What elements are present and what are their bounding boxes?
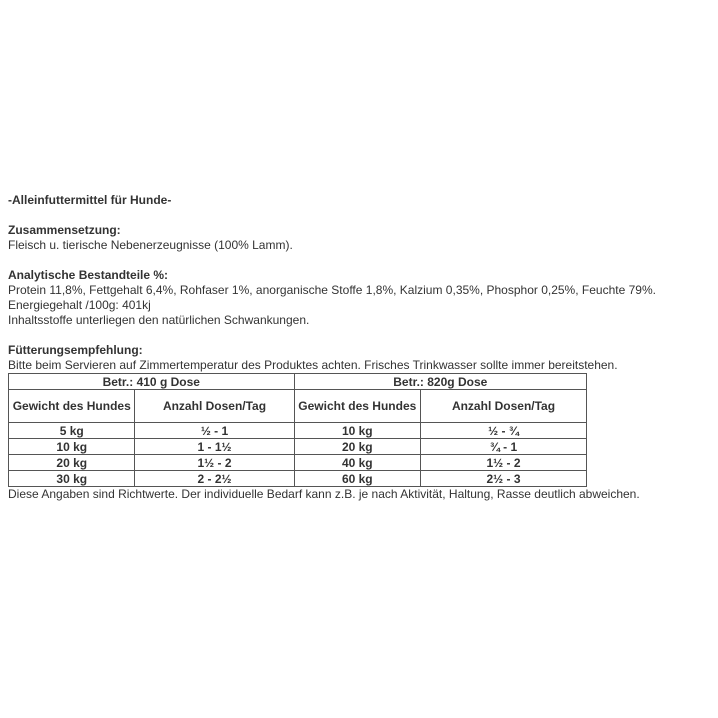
col-header-weight-left: Gewicht des Hundes — [9, 390, 135, 423]
table-row — [9, 423, 587, 439]
amount-cell: 1 - 1½ — [135, 439, 294, 455]
table-group-row — [9, 374, 587, 390]
amount-cell: ¾ - 1 — [421, 439, 587, 455]
table-row — [9, 439, 587, 455]
analysis-title: Analytische Bestandteile %: — [8, 268, 169, 282]
feeding-intro: Bitte beim Servieren auf Zimmertemperatur des Produktes achten. Frisches Trinkwasser sollte immer bereitstehen. — [8, 358, 618, 372]
amount-cell: 2 - 2½ — [135, 471, 294, 487]
col-header-weight-right: Gewicht des Hundes — [294, 390, 420, 423]
table-header-row — [9, 390, 587, 423]
weight-cell: 20 kg — [294, 439, 420, 455]
feeding-table — [8, 373, 587, 487]
col-header-amount-right: Anzahl Dosen/Tag — [421, 390, 587, 423]
amount-cell: 1½ - 2 — [421, 455, 587, 471]
spacer — [8, 328, 714, 343]
composition-title: Zusammensetzung: — [8, 223, 121, 237]
feeding-title: Fütterungsempfehlung: — [8, 343, 143, 357]
weight-cell: 5 kg — [9, 423, 135, 439]
product-heading: -Alleinfuttermittel für Hunde- — [8, 193, 172, 207]
analysis-line-1: Protein 11,8%, Fettgehalt 6,4%, Rohfaser 1%, anorganische Stoffe 1,8%, Kalzium 0,35%, Phosphor 0,25%, Feuchte 79%. — [8, 283, 656, 297]
composition-text: Fleisch u. tierische Nebenerzeugnisse (100% Lamm). — [8, 238, 293, 252]
spacer — [8, 253, 714, 268]
analysis-line-3: Inhaltsstoffe unterliegen den natürlichen Schwankungen. — [8, 313, 310, 327]
amount-cell: ½ - ¾ — [421, 423, 587, 439]
col-header-amount-left: Anzahl Dosen/Tag — [135, 390, 294, 423]
group-header-410g: Betr.: 410 g Dose — [9, 374, 295, 390]
weight-cell: 40 kg — [294, 455, 420, 471]
weight-cell: 10 kg — [9, 439, 135, 455]
group-header-820g: Betr.: 820g Dose — [294, 374, 586, 390]
amount-cell: 2½ - 3 — [421, 471, 587, 487]
feeding-footnote: Diese Angaben sind Richtwerte. Der individuelle Bedarf kann z.B. je nach Aktivität, Haltung, Rasse deutlich abweichen. — [8, 487, 640, 501]
product-description — [8, 193, 714, 502]
amount-cell: 1½ - 2 — [135, 455, 294, 471]
weight-cell: 30 kg — [9, 471, 135, 487]
analysis-line-2: Energiegehalt /100g: 401kj — [8, 298, 151, 312]
amount-cell: ½ - 1 — [135, 423, 294, 439]
weight-cell: 60 kg — [294, 471, 420, 487]
table-row — [9, 471, 587, 487]
weight-cell: 10 kg — [294, 423, 420, 439]
spacer — [8, 208, 714, 223]
weight-cell: 20 kg — [9, 455, 135, 471]
table-row — [9, 455, 587, 471]
